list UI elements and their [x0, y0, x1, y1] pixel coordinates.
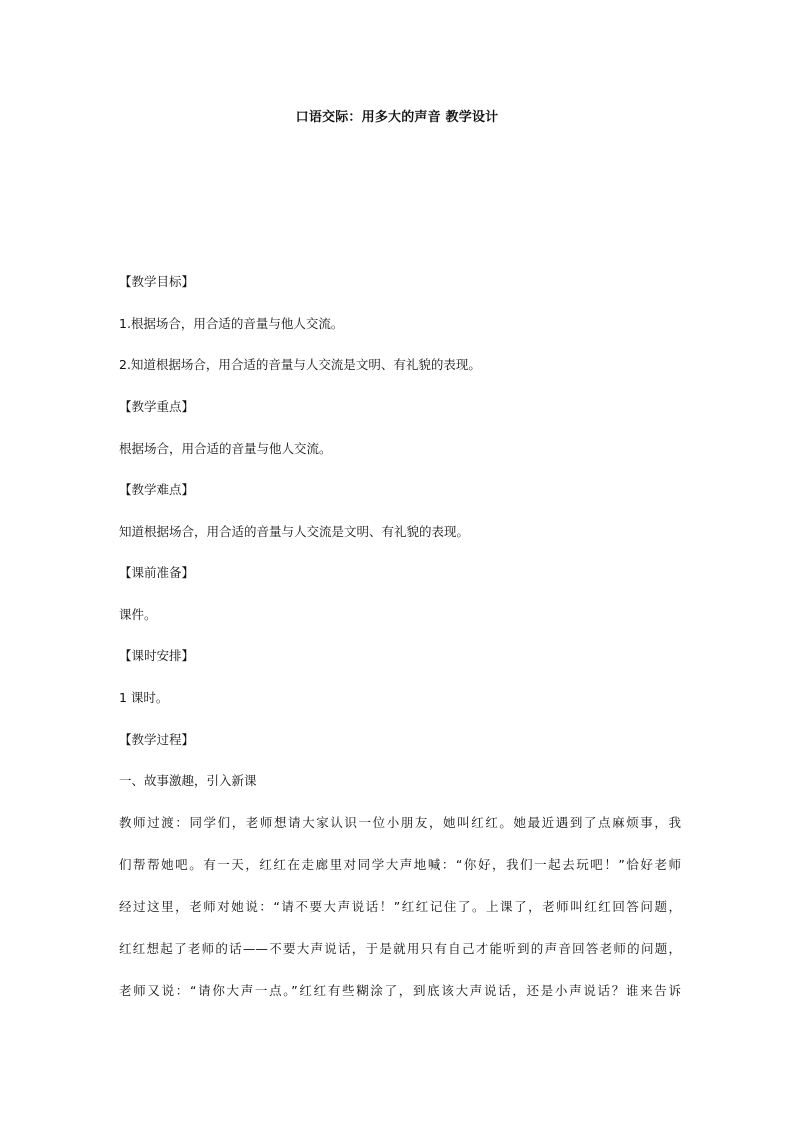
- paragraph-line: 们帮帮她吧。有一天，红红在走廊里对同学大声地喊：“你好，我们一起去玩吧！”恰好老师: [119, 857, 681, 872]
- section-heading-key-points: 【教学重点】: [119, 399, 195, 414]
- paragraph-line: 教师过渡：同学们，老师想请大家认识一位小朋友，她叫红红。她最近遇到了点麻烦事，我: [119, 815, 681, 830]
- paragraph-line: 知道根据场合，用合适的音量与人交流是文明、有礼貌的表现。: [119, 524, 470, 539]
- section-heading-objectives: 【教学目标】: [119, 274, 195, 289]
- paragraph-line: 课件。: [119, 607, 157, 622]
- section-heading-process: 【教学过程】: [119, 732, 195, 747]
- paragraph-line: 1.根据场合，用合适的音量与他人交流。: [119, 316, 344, 331]
- paragraph-line: 老师又说：“请你大声一点。”红红有些糊涂了，到底该大声说话，还是小声说话？谁来告诉: [119, 983, 681, 998]
- section-heading-schedule: 【课时安排】: [119, 648, 195, 663]
- subsection-heading: 一、故事激趣，引入新课: [119, 773, 257, 788]
- section-heading-preparation: 【课前准备】: [119, 565, 195, 580]
- paragraph-line: 1 课时。: [119, 690, 169, 705]
- paragraph-line: 2.知道根据场合，用合适的音量与人交流是文明、有礼貌的表现。: [119, 357, 481, 372]
- paragraph-line: 红红想起了老师的话——不要大声说话，于是就用只有自己才能听到的声音回答老师的问题，: [119, 941, 681, 956]
- document-title: 口语交际：用多大的声音 教学设计: [295, 110, 499, 125]
- paragraph-line: 根据场合，用合适的音量与他人交流。: [119, 441, 332, 456]
- paragraph-line: 经过这里，老师对她说：“请不要大声说话！”红红记住了。上课了，老师叫红红回答问题，: [119, 899, 681, 914]
- section-heading-difficulties: 【教学难点】: [119, 482, 195, 497]
